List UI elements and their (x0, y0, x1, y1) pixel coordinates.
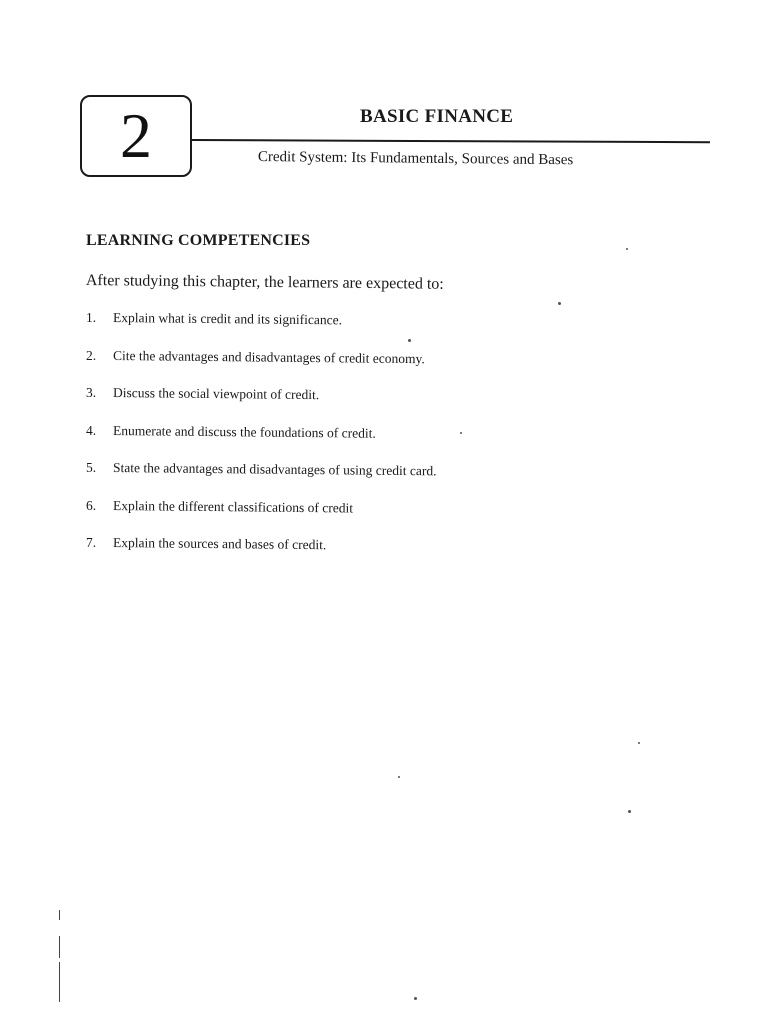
scan-speck (414, 997, 417, 1000)
list-item-text: Explain what is credit and its significance. (112, 310, 343, 328)
header-rule (192, 139, 710, 143)
list-item-number: 3. (86, 385, 97, 400)
competency-list (86, 310, 437, 573)
scan-edge-mark (59, 962, 60, 1002)
chapter-number: 2 (120, 100, 152, 171)
list-item-text: Explain the sources and bases of credit. (112, 535, 327, 553)
list-item-text: State the advantages and disadvantages of using credit card. (112, 460, 437, 479)
scan-edge-mark (59, 910, 60, 920)
list-item-number: 7. (86, 535, 97, 550)
list-item-text: Cite the advantages and disadvantages of credit economy. (112, 347, 425, 366)
section-intro: After studying this chapter, the learners are expected to: (85, 272, 444, 293)
scan-speck (408, 339, 411, 342)
scan-speck (558, 302, 561, 305)
list-item (86, 498, 437, 536)
list-item (86, 385, 437, 423)
list-item-text: Enumerate and discuss the foundations of credit. (112, 422, 376, 441)
scan-speck (398, 776, 400, 778)
list-item-number: 6. (86, 497, 97, 513)
list-item (86, 460, 437, 498)
list-item-text: Explain the different classifications of credit (112, 497, 354, 516)
list-item-number: 4. (86, 422, 97, 438)
list-item (86, 535, 437, 573)
scan-speck (460, 432, 462, 434)
scan-speck (628, 810, 631, 813)
list-item (86, 348, 437, 386)
list-item-number: 2. (86, 347, 97, 363)
list-item (86, 423, 437, 461)
scan-speck (638, 742, 640, 744)
scan-edge-mark (59, 936, 60, 958)
chapter-title: BASIC FINANCE (360, 106, 514, 127)
list-item-text: Discuss the social viewpoint of credit. (112, 385, 320, 403)
scan-speck (626, 248, 628, 250)
section-heading: LEARNING COMPETENCIES (86, 232, 311, 249)
list-item (86, 310, 437, 348)
chapter-number-box (80, 95, 192, 177)
list-item-number: 1. (86, 310, 97, 325)
list-item-number: 5. (86, 460, 97, 475)
chapter-subtitle: Credit System: Its Fundamentals, Sources and Bases (257, 149, 574, 169)
